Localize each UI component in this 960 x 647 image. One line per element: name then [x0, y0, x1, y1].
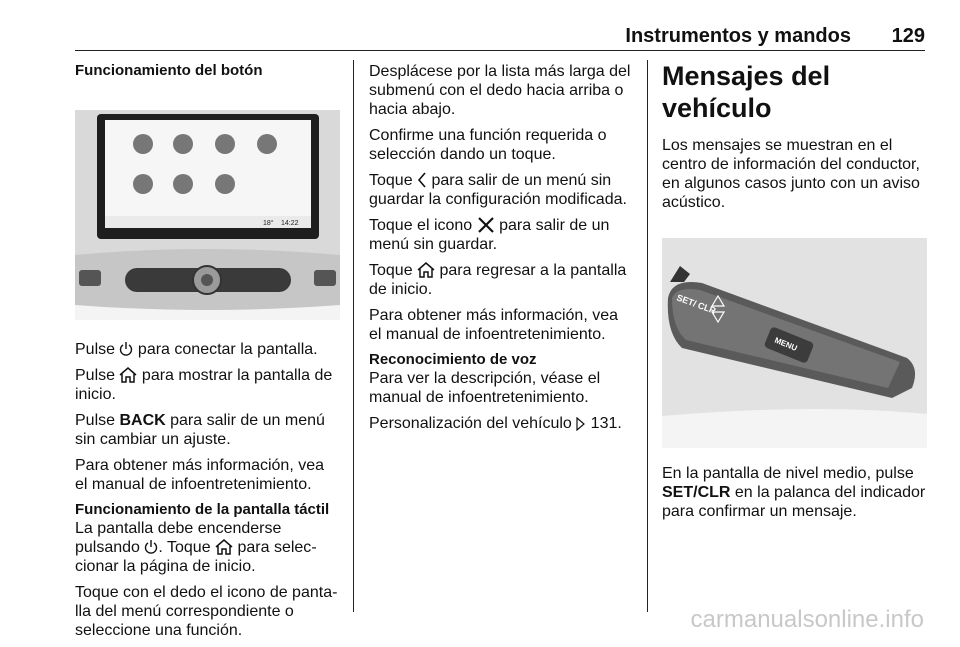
- watermark: carmanualsonline.info: [690, 606, 924, 633]
- close-icon: [477, 217, 495, 233]
- back-label: BACK: [119, 412, 166, 429]
- heading-button-operation: Funcionamiento del botón: [75, 62, 263, 79]
- page-header: [75, 0, 925, 51]
- column-2: Desplácese por la lista más larga del submenú con el dedo hacia arriba o hacia abajo. Confirme una función requerida o selección dando un toque. Toque para salir de un menú sin guardar la configuración modificada. Toque el icono para salir de un menú sin guardar. Toque para regresar a la pantalla de inicio. Para obtener más información, vea el manual de infoentretenimiento. Reconocimiento de voz Para ver la descripción, véase el manual de infoentretenimiento. Personalización del vehículo 131.: [369, 62, 634, 440]
- power-icon: [119, 341, 133, 357]
- heading-touchscreen: Funcionamiento de la pantalla táctil: [75, 501, 330, 518]
- home-icon: [417, 262, 435, 278]
- page-number: 129: [891, 25, 925, 47]
- heading-vehicle-messages: Mensajes del vehículo: [662, 61, 831, 123]
- screen-temp: 18°: [263, 220, 274, 227]
- column-3: Mensajes del vehículo Los mensajes se muestran en el centro de información del conductor, en algunos casos junto con un aviso acústico. SET/ CLR MENU En la pantalla de nivel medio, pulse SET/CLR en la palanca del indicador para confirmar un mensaje.: [662, 61, 926, 520]
- screen-time: 14:22: [281, 220, 299, 227]
- home-icon: [215, 539, 233, 555]
- infotainment-figure: [75, 110, 340, 320]
- column-divider: [353, 60, 354, 612]
- power-icon: [144, 539, 158, 555]
- setclr-text: SET/CLR: [662, 484, 731, 501]
- home-icon: [119, 367, 137, 383]
- indicator-stalk-figure: [662, 238, 927, 448]
- page-reference-icon: [576, 417, 586, 431]
- section-title: Instrumentos y mandos: [625, 25, 851, 47]
- setclr-label: SET/ CLR: [675, 292, 718, 316]
- column-divider: [647, 60, 648, 612]
- chevron-left-icon: [417, 172, 427, 188]
- menu-label: MENU: [773, 335, 799, 353]
- column-1: Funcionamiento del botón 18° 14:22 Pulse para conectar la pantalla. Pulse para mostrar la pantalla de inicio. Pulse BACK para salir de un menú sin cambiar un ajuste. Para obtener más información, vea el manual de infoentretenimiento. Funcionamiento de la pantalla táctil La pantalla debe encenderse pulsando . Toque para seleccionar la página de inicio. Toque con el dedo el icono de pantalla del menú correspondiente o seleccione una función.: [75, 62, 340, 647]
- heading-voice-recognition: Reconocimiento de voz: [369, 351, 537, 368]
